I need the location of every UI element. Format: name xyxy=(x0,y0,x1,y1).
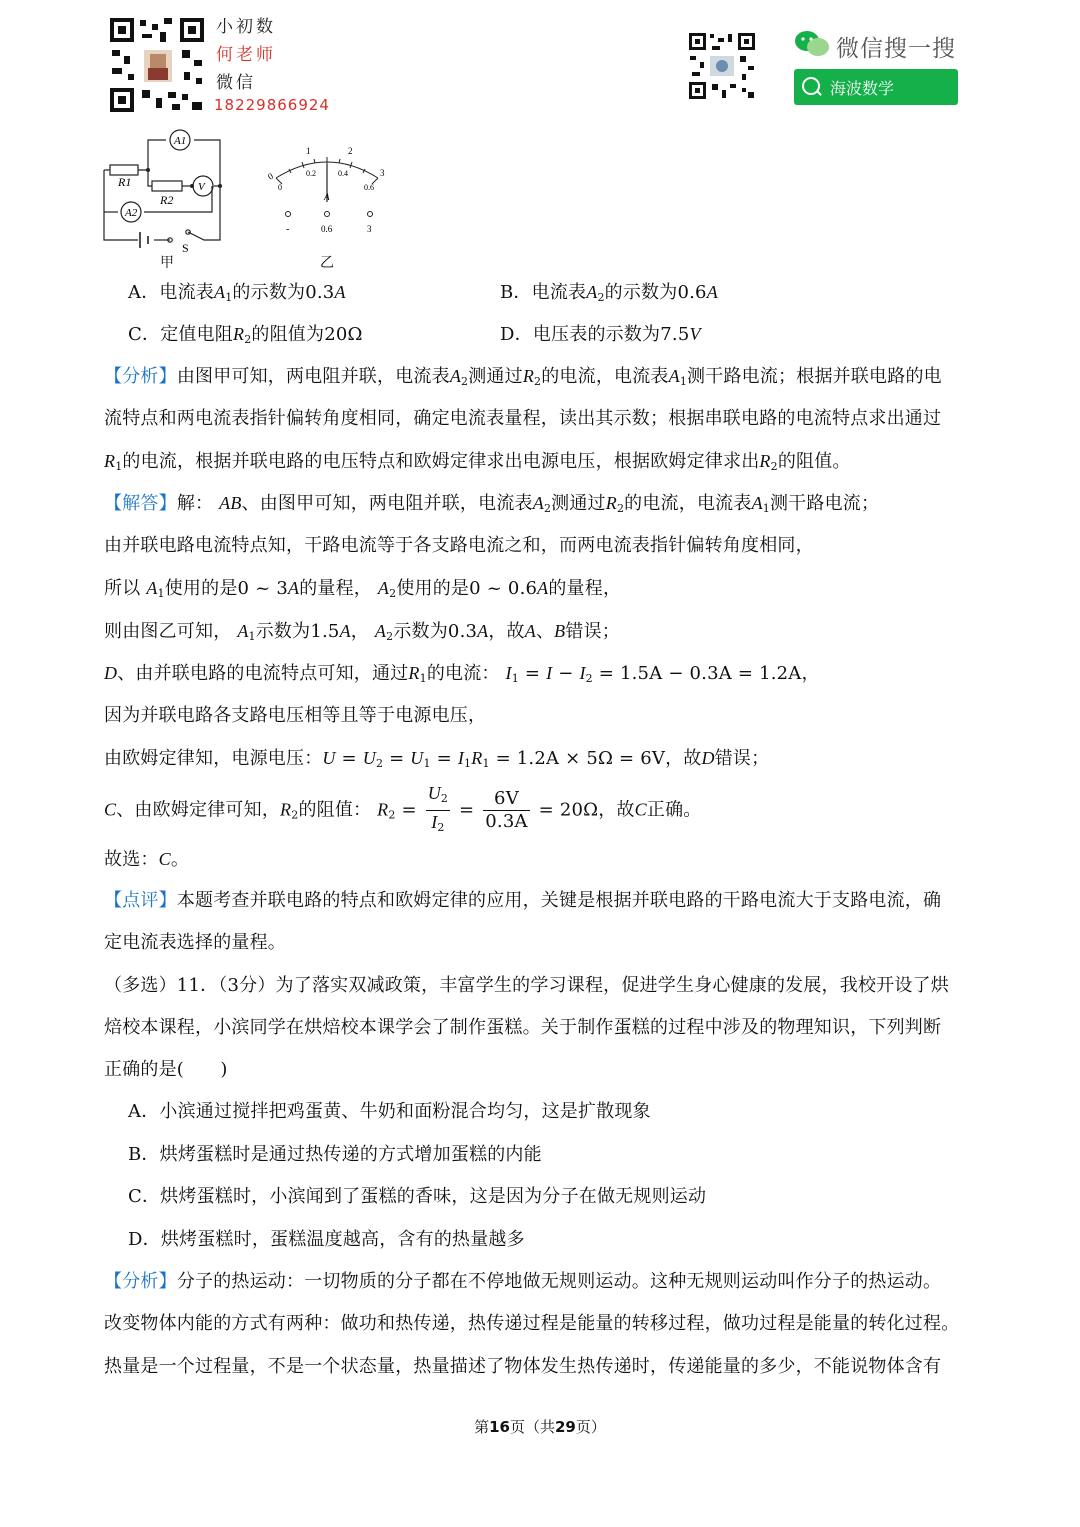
wechat-search-button[interactable] xyxy=(794,69,958,105)
scale-top-0: 0 xyxy=(266,170,275,182)
page-number: 第16页（共29页） xyxy=(474,1418,606,1436)
fraction-u2-i2: $\frac{U_2}{I_2}$ xyxy=(426,782,450,839)
meter-unit: A xyxy=(324,192,330,202)
ammeter-dial-yi xyxy=(262,140,392,240)
option-c: C．定值电阻$R_2$的阻值为20Ω xyxy=(128,324,363,346)
q11-stem-line-1: （多选）11．（3分）为了落实双减政策，丰富学生的学习课程，促进学生身心健康的发展，我校开设了烘 xyxy=(104,975,949,996)
solution-line-9: 故选：C。 xyxy=(104,849,190,870)
search-keyword: 海波数学 xyxy=(830,79,895,98)
comment-line-2: 定电流表选择的量程。 xyxy=(104,932,286,953)
search-icon-handle xyxy=(816,90,822,96)
label-v: V xyxy=(198,181,205,193)
solution-line-2: 由并联电路电流特点知，干路电流等于各支路电流之和，而两电流表指针偏转角度相同， xyxy=(104,535,814,556)
label-a2: A2 xyxy=(125,207,138,219)
solution-tag: 【解答】 xyxy=(104,493,177,514)
solution-line-5: D、由并联电路的电流特点可知，通过$R_1$的电流： $I_1 = I - I_2 = 1.5A - 0.3A = 1.2A$， xyxy=(104,663,820,685)
analysis-tag: 【分析】 xyxy=(104,366,177,387)
q11-option-a: A．小滨通过搅拌把鸡蛋黄、牛奶和面粉混合均匀，这是扩散现象 xyxy=(128,1101,651,1122)
scale-bottom-06: 0.6 xyxy=(364,183,374,192)
fraction-6v-03a: $\frac{6V}{0.3A}$ xyxy=(485,788,528,832)
q11-analysis-line-1: 【分析】分子的热运动：一切物质的分子都在不停地做无规则运动。这种无规则运动叫作分子的热运动。 xyxy=(104,1271,942,1292)
comment-line-1: 【点评】本题考查并联电路的特点和欧姆定律的应用，关键是根据并联电路的干路电流大于支路电流，确 xyxy=(104,890,942,911)
scale-top-1: 1 xyxy=(306,146,311,156)
wechat-logo-icon xyxy=(794,30,830,58)
comment-tag: 【点评】 xyxy=(104,890,177,911)
label-r1: R1 xyxy=(118,175,132,189)
analysis-line-1: 【分析】由图甲可知，两电阻并联，电流表$A_2$测通过$R_2$的电流，电流表$A_1$测干路电流；根据并联电路的电 xyxy=(104,366,942,388)
promo-phone: 18229866924 xyxy=(214,96,330,114)
figure-label-jia: 甲 xyxy=(160,255,174,271)
header-qr-code-right xyxy=(688,32,756,100)
terminal-06: 0.6 xyxy=(321,224,333,234)
label-switch: S xyxy=(182,241,189,255)
figure-label-yi: 乙 xyxy=(320,255,334,271)
q11-stem-line-2: 焙校本课程，小滨同学在烘焙校本课学会了制作蛋糕。关于制作蛋糕的过程中涉及的物理知识，下列判断 xyxy=(104,1017,942,1038)
solution-line-8: C、由欧姆定律可知，$R_2$的阻值： $R_2$ = $\frac{U_2}{I_2}$ = $\frac{6V}{0.3A}$ = 20Ω，故C正确。 xyxy=(104,782,702,840)
option-a: A．电流表$A_1$的示数为0.3A xyxy=(128,282,346,304)
solution-line-6: 因为并联电路各支路电压相等且等于电源电压， xyxy=(104,705,487,726)
solution-line-1: 【解答】解： AB、由图甲可知，两电阻并联，电流表$A_2$测通过$R_2$的电流，电流表$A_1$测干路电流； xyxy=(104,493,880,515)
solution-line-3: 所以 $A_1$使用的是0 ~ 3A的量程， $A_2$使用的是0 ~ 0.6A的量程， xyxy=(104,578,622,600)
q11-option-c: C．烘烤蛋糕时，小滨闻到了蛋糕的香味，这是因为分子在做无规则运动 xyxy=(128,1186,707,1207)
option-d: D．电压表的示数为7.5V xyxy=(500,324,701,345)
solution-line-4: 则由图乙可知， $A_1$示数为1.5A， $A_2$示数为0.3A，故A、B错误； xyxy=(104,621,620,643)
wechat-search-title: 微信搜一搜 xyxy=(836,36,956,62)
scale-bottom-04: 0.4 xyxy=(338,169,348,178)
circuit-diagram-jia xyxy=(100,128,230,260)
promo-text-1: 小初数 xyxy=(216,17,276,37)
scale-bottom-0: 0 xyxy=(278,183,282,192)
q11-stem-line-3: 正确的是( ) xyxy=(104,1059,228,1080)
q11-option-d: D．烘烤蛋糕时，蛋糕温度越高，含有的热量越多 xyxy=(128,1229,525,1250)
analysis-line-2: 流特点和两电流表指针偏转角度相同，确定电流表量程，读出其示数；根据串联电路的电流特点求出通过 xyxy=(104,408,942,429)
q11-analysis-line-3: 热量是一个过程量，不是一个状态量，热量描述了物体发生热传递时，传递能量的多少，不能说物体含有 xyxy=(104,1356,942,1377)
analysis-line-3: $R_1$的电流，根据并联电路的电压特点和欧姆定律求出电源电压，根据欧姆定律求出$R_2$的阻值。 xyxy=(104,451,851,473)
label-r2: R2 xyxy=(160,193,174,207)
solution-line-7: 由欧姆定律知，电源电压：$U = U_2 = U_1 = I_1R_1 = 1.2A \times 5\Omega = 6V$，故D错误； xyxy=(104,748,770,770)
q11-option-b: B．烘烤蛋糕时是通过热传递的方式增加蛋糕的内能 xyxy=(128,1144,542,1165)
q11-analysis-line-2: 改变物体内能的方式有两种：做功和热传递，热传递过程是能量的转移过程，做功过程是能量的转化过程。 xyxy=(104,1313,960,1334)
promo-text-3: 微信 xyxy=(216,73,256,93)
header-qr-code-left xyxy=(108,16,206,114)
terminal-3: 3 xyxy=(367,224,372,234)
option-b: B．电流表$A_2$的示数为0.6A xyxy=(500,282,718,304)
promo-text-2: 何老师 xyxy=(216,45,276,65)
terminal-minus: - xyxy=(286,224,290,235)
q11-analysis-tag: 【分析】 xyxy=(104,1271,177,1292)
scale-top-2: 2 xyxy=(348,146,353,156)
scale-bottom-02: 0.2 xyxy=(306,169,316,178)
label-a1: A1 xyxy=(174,135,187,147)
scale-top-3: 3 xyxy=(380,168,385,178)
